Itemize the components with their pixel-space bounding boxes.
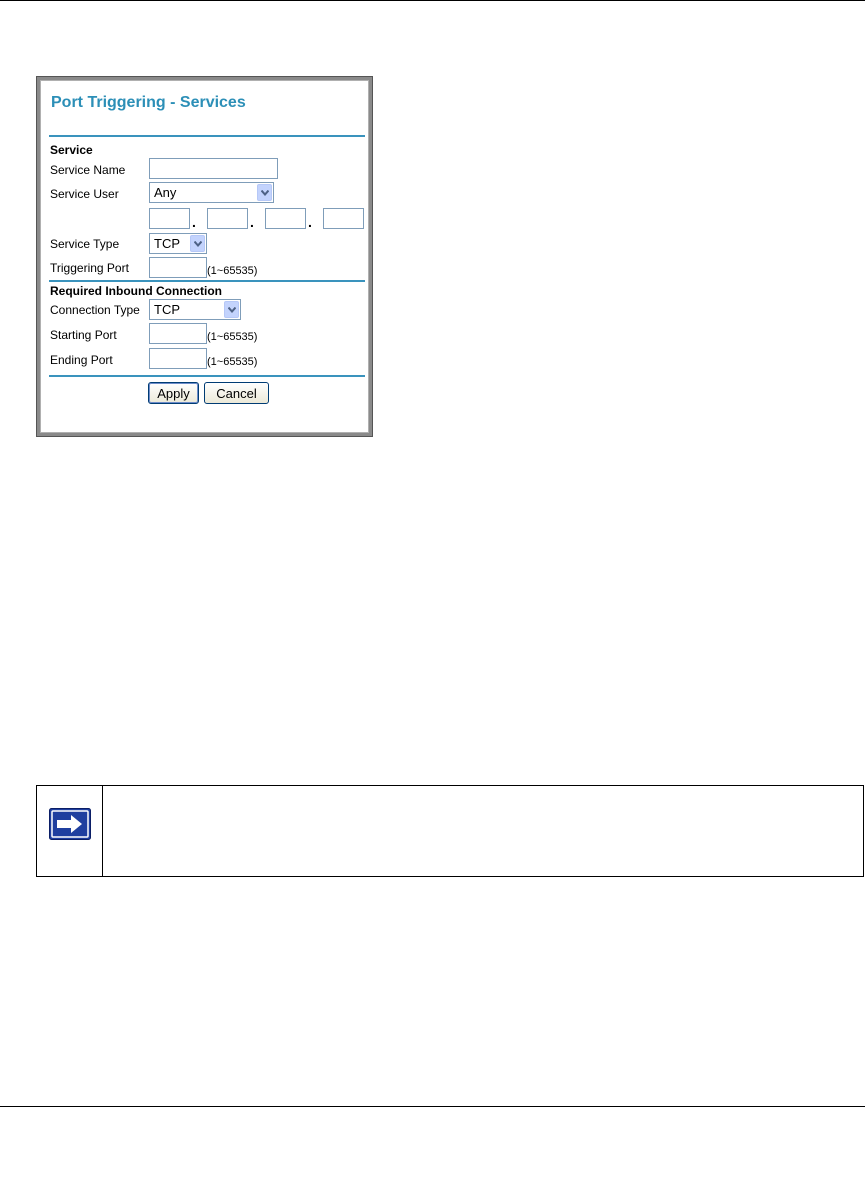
inbound-section-heading: Required Inbound Connection	[50, 284, 222, 298]
service-user-value: Any	[154, 185, 177, 200]
service-section-heading: Service	[50, 143, 93, 157]
ip-separator: .	[250, 214, 254, 230]
connection-type-value: TCP	[154, 302, 180, 317]
footer-rule	[0, 1106, 865, 1107]
ip-separator: .	[308, 214, 312, 230]
starting-port-input[interactable]	[149, 323, 207, 344]
connection-type-label: Connection Type	[50, 303, 140, 317]
header-rule	[0, 0, 865, 1]
ip-octet-3-input[interactable]	[265, 208, 306, 229]
ending-port-range: (1~65535)	[207, 356, 258, 368]
ending-port-input[interactable]	[149, 348, 207, 369]
starting-port-range: (1~65535)	[207, 331, 258, 343]
triggering-port-label: Triggering Port	[50, 261, 129, 275]
ending-port-label: Ending Port	[50, 353, 113, 367]
service-name-input[interactable]	[149, 158, 278, 179]
ip-separator: .	[192, 214, 196, 230]
service-name-label: Service Name	[50, 163, 126, 177]
triggering-port-input[interactable]	[149, 257, 207, 278]
section-divider	[49, 280, 365, 282]
port-triggering-form	[40, 80, 369, 433]
chevron-down-icon[interactable]	[257, 184, 272, 201]
note-box	[36, 785, 864, 877]
ip-octet-4-input[interactable]	[323, 208, 364, 229]
apply-button[interactable]: Apply	[148, 382, 199, 404]
page-title: Port Triggering - Services	[51, 94, 246, 111]
connection-type-select[interactable]	[149, 299, 241, 320]
service-user-label: Service User	[50, 187, 119, 201]
port-triggering-screenshot	[36, 76, 373, 437]
note-divider	[102, 786, 103, 876]
service-type-select[interactable]	[149, 233, 207, 254]
triggering-port-range: (1~65535)	[207, 265, 258, 277]
service-type-label: Service Type	[50, 237, 120, 251]
service-user-select[interactable]	[149, 182, 274, 203]
chevron-down-icon[interactable]	[224, 301, 239, 318]
ip-octet-1-input[interactable]	[149, 208, 190, 229]
chevron-down-icon[interactable]	[190, 235, 205, 252]
arrow-right-icon	[49, 808, 91, 845]
title-divider	[49, 135, 365, 137]
footer-divider	[49, 375, 365, 377]
service-type-value: TCP	[154, 236, 180, 251]
cancel-button[interactable]: Cancel	[204, 382, 269, 404]
ip-octet-2-input[interactable]	[207, 208, 248, 229]
starting-port-label: Starting Port	[50, 328, 117, 342]
